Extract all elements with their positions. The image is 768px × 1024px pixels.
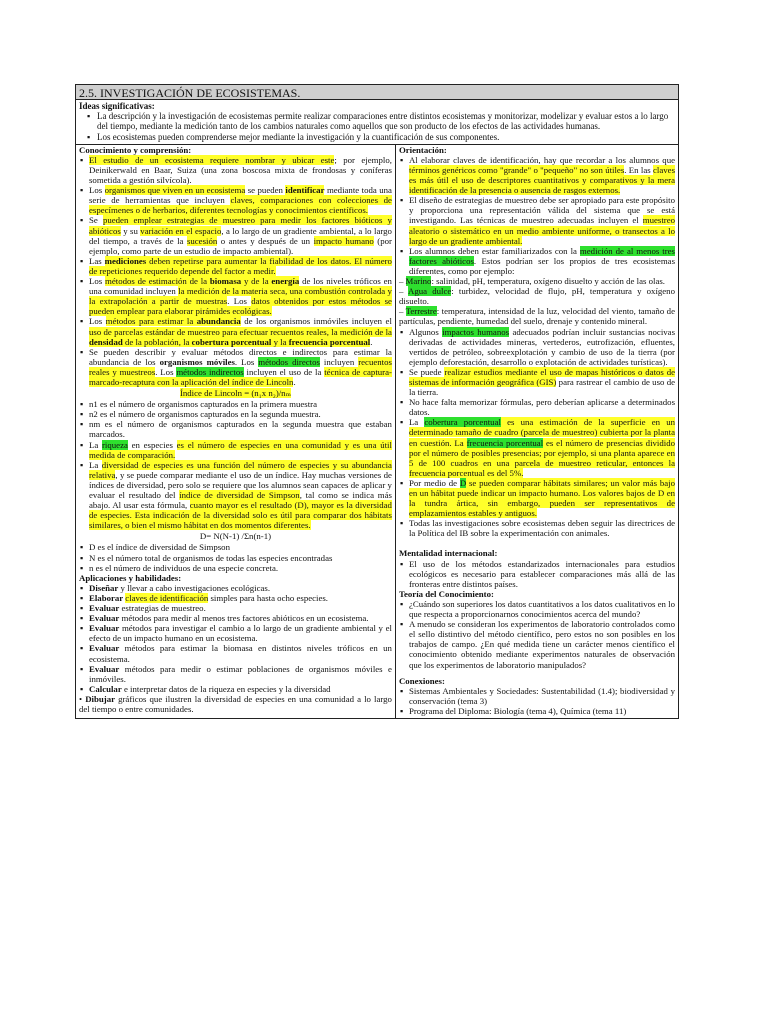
simpson-item: ▪ N es el número total de organismos de todas las especies encontradas: [89, 553, 392, 563]
ecosystems-table: [75, 84, 679, 719]
terrestrial-factors: – Terrestre: temperatura, intensidad de la luz, velocidad del viento, tamaño de partículas, pendiente, humedad del suelo, drenaje y contenido mineral.: [398, 306, 675, 327]
knowledge-item: ▪ Los organismos que viven en un ecosistema se pueden identificar mediante toda una serie de herramientas que incluyen claves, comparaciones con colecciones de especímenes o de herbarios, diferentes tecnologías y conocimientos científicos.: [89, 185, 392, 215]
guidance-item: ▪ Se puede realizar estudios mediante el uso de mapas históricos o datos de sistemas de información geográfica (GIS) para rastrear el cambio de uso de la tierra.: [409, 367, 675, 397]
simpson-item: ▪ n es el número de individuos de una especie concreta.: [89, 563, 392, 573]
knowledge-item: ▪ Se pueden emplear estrategias de muestreo para medir los factores bióticos y abióticos y su variación en el espacio, a lo largo de un gradiente ambiental, a lo largo del tiempo, a través de la sucesión o antes y después de un impacto humano (por ejemplo, como parte de un estudio de impacto ambiental).: [89, 215, 392, 255]
knowledge-item: ▪ Se pueden describir y evaluar métodos directos e indirectos para estimar la abundancia de los organismos móviles. Los métodos directos incluyen recuentos reales y muestreos. Los métodos indirectos incluyen el uso de la técnica de captura- marcado-recaptura con la aplicación del índice de Lincoln.: [89, 347, 392, 387]
idea-item: ▪ Los ecosistemas pueden comprenderse mejor mediante la investigación y la cuantificación de sus componentes.: [97, 132, 675, 142]
application-item: ▪ Evaluar estrategias de muestreo.: [89, 603, 392, 613]
significant-ideas: [76, 100, 678, 145]
guidance-item: ▪ El diseño de estrategias de muestreo debe ser apropiado para este propósito y proporciona una representación válida del sistema que se está investigando. Las técnicas de muestreo adecuadas incluyen el muestreo aleatorio o sistemático en un medio ambiente uniforme, o transectos a lo largo de un gradiente ambiental.: [409, 195, 675, 245]
lincoln-item: ▪ n1 es el número de organismos capturados en la primera muestra: [89, 399, 392, 409]
knowledge-item: ▪ Los métodos para estimar la abundancia de los organismos inmóviles incluyen el uso de parcelas estándar de muestreo para efectuar recuentos reales, la medición de la densidad de la población, la cobertura porcentual y la frecuencia porcentual.: [89, 316, 392, 346]
tok-heading: Teoría del Conocimiento:: [398, 588, 494, 599]
connection-item: ▪ Programa del Diploma: Biología (tema 4), Química (tema 11): [409, 706, 675, 716]
knowledge-column: [76, 145, 396, 718]
international-item: ▪ El uso de los métodos estandarizados internacionales para estudios ecológicos es necesario para establecer comparaciones más allá de las fronteras entre distintos países.: [409, 559, 675, 589]
application-item: ▪ Evaluar métodos para investigar el cambio a lo largo de un gradiente ambiental y el efecto de un impacto humano en un ecosistema.: [89, 623, 392, 643]
connection-item: ▪ Sistemas Ambientales y Sociedades: Sustentabilidad (1.4); biodiversidad y conservación (tema 3): [409, 686, 675, 706]
tok-item: ▪ ¿Cuándo son superiores los datos cuantitativos a los datos cualitativos en lo que respecta a proporcionarnos conocimientos acerca del mundo?: [409, 599, 675, 619]
guidance-item: ▪ Los alumnos deben estar familiarizados con la medición de al menos tres factores abióticos. Estos podrían ser los propios de tres ecosistemas diferentes, como por ejemplo:: [409, 246, 675, 276]
simpson-item: ▪ D es el índice de diversidad de Simpson: [89, 542, 392, 552]
section-title: 2.5. INVESTIGACIÓN DE ECOSISTEMAS.: [76, 85, 678, 100]
guidance-heading: Orientación:: [398, 144, 447, 155]
bullet-icon: •: [79, 693, 83, 704]
application-item: • Dibujar gráficos que ilustren la diversidad de especies en una comunidad a lo largo del tiempo o entre comunidades.: [79, 693, 392, 714]
lincoln-item: ▪ nm es el número de organismos capturados en la segunda muestra que estaban marcados.: [89, 419, 392, 439]
marine-factors: – Marino: salinidad, pH, temperatura, oxígeno disuelto y acción de las olas.: [398, 276, 665, 287]
knowledge-item: ▪ La riqueza en especies es el número de especies en una comunidad y es una útil medida de comparación.: [89, 440, 392, 460]
ideas-heading: Ideas significativas:: [79, 101, 155, 111]
guidance-column: [396, 145, 678, 718]
freshwater-factors: – Agua dulce: turbidez, velocidad de flujo, pH, temperatura y oxígeno disuelto.: [398, 286, 675, 307]
application-item: ▪ Diseñar y llevar a cabo investigaciones ecológicas.: [89, 583, 392, 593]
application-item: ▪ Evaluar métodos para medir al menos tres factores abióticos en un ecosistema.: [89, 613, 392, 623]
applications-heading: Aplicaciones y habilidades:: [79, 572, 182, 583]
application-item: ▪ Calcular e interpretar datos de la riqueza en especies y la diversidad: [89, 684, 392, 694]
knowledge-item: ▪ Las mediciones deben repetirse para aumentar la fiabilidad de los datos. El número de repeticiones requerido depende del factor a medir.: [89, 256, 392, 276]
simpson-formula: D= N(N-1) /Σn(n-1): [199, 531, 272, 542]
lincoln-formula: Índice de Lincoln = (n₁x n₂)/nₘ: [179, 388, 291, 399]
tok-item: ▪ A menudo se consideran los experimentos de laboratorio controlados como el sello distintivo del método científico, pero estos no son posibles en los trabajos de campo. ¿En qué medida tiene un carácter menos científico el conocimiento obtenido mediante experimentos naturales de observación que los experimentos de laboratorio manipulados?: [409, 619, 675, 669]
guidance-item: ▪ Al elaborar claves de identificación, hay que recordar a los alumnos que términos genéricos como "grande" o "pequeño" no son útiles. En las claves es más útil el uso de descriptores cuantitativos y comparativos y la mera identificación de la presencia o ausencia de rasgos externos.: [409, 155, 675, 195]
idea-item: ▪ La descripción y la investigación de ecosistemas permite realizar comparaciones entre distintos ecosistemas y monitorizar, modelizar y evaluar estos a lo largo del tiempo, mediante la medición tanto de los cambios naturales como aquellos que son producto de los efectos de las actividades humanas.: [97, 111, 675, 131]
guidance-item: ▪ La cobertura porcentual es una estimación de la superficie en un determinado tamaño de cuadro (parcela de muestreo) cubierta por la planta en cuestión. La frecuencia porcentual es el número de presencias dividido por el número de posibles presencias; por ejemplo, si una planta aparece en 5 de 100 cuadros en una parcela de muestreo reticular, entonces la frecuencia porcentual es del 5%.: [409, 417, 675, 478]
guidance-item: ▪ Por medio de D se pueden comparar hábitats similares; un valor más bajo en un hábitat puede indicar un impacto humano. Los valores bajos de D en la tundra ártica, sin embargo, pueden ser representativos de emplazamientos estables y antiguos.: [409, 478, 675, 518]
application-item: ▪ Evaluar métodos para medir o estimar poblaciones de organismos móviles e inmóviles.: [89, 664, 392, 684]
knowledge-item: ▪ El estudio de un ecosistema requiere nombrar y ubicar este; por ejemplo, Deinikerwald en Baar, Suiza (una zona boscosa mixta de frondosas y coníferas sometida a gestión silvícola).: [89, 155, 392, 185]
guidance-item: ▪ Algunos impactos humanos adecuados podrían incluir sustancias nocivas derivadas de actividades mineras, vertederos, eutrofización, efluentes, vertidos de petróleo, sobreexplotación y cambio de uso de la tierra (por ejemplo deforestación, desarrollo o explotación de actividades turísticas).: [409, 327, 675, 367]
application-item: ▪ Evaluar métodos para estimar la biomasa en distintos niveles tróficos en un ecosistema.: [89, 643, 392, 663]
lincoln-item: ▪ n2 es el número de organismos capturados en la segunda muestra.: [89, 409, 392, 419]
knowledge-heading: Conocimiento y comprensión:: [79, 144, 192, 155]
knowledge-item: ▪ Los métodos de estimación de la biomasa y de la energía de los niveles tróficos en una comunidad incluyen la medición de la materia seca, una combustión controlada y la extrapolación a partir de muestras. Los datos obtenidos por estos métodos se pueden emplear para elaborar pirámides ecológicas.: [89, 276, 392, 316]
application-item: ▪ Elaborar claves de identificación simples para hasta ocho especies.: [89, 593, 392, 603]
connections-heading: Conexiones:: [398, 675, 445, 686]
guidance-item: ▪ No hace falta memorizar fórmulas, pero deberían aplicarse a determinados datos.: [409, 397, 675, 417]
international-mindedness-heading: Mentalidad internacional:: [398, 548, 498, 559]
guidance-item: ▪ Todas las investigaciones sobre ecosistemas deben seguir las directrices de la Política del IB sobre la experimentación con animales.: [409, 518, 675, 538]
knowledge-item: ▪ La diversidad de especies es una función del número de especies y su abundancia relativa, y se puede comparar mediante el uso de un índice. Hay muchas versiones de índices de diversidad, pero solo se requiere que los alumnos sean capaces de aplicar y evaluar el resultado del índice de diversidad de Simpson, tal como se indica más abajo. Al usar esta fórmula, cuanto mayor es el resultado (D), mayor es la diversidad de especies. Esta indicación de la diversidad solo es útil para comparar dos hábitats similares, o bien el mismo hábitat en dos momentos diferentes.: [89, 460, 392, 531]
